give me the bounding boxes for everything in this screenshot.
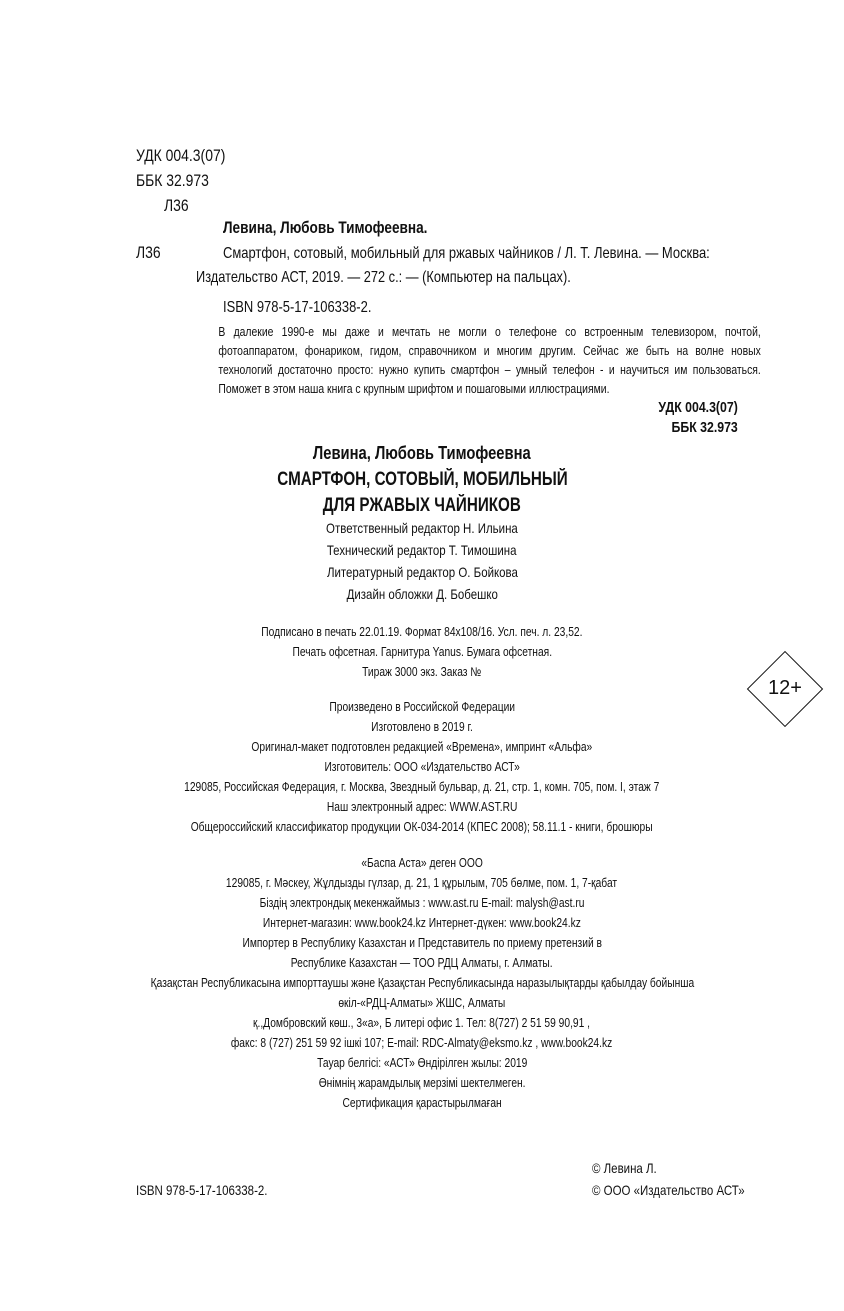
kazakhstan-info-line: Өнімнің жарамдылық мерзімі шектелмеген. bbox=[318, 1076, 526, 1090]
footer-isbn: ISBN 978-5-17-106338-2. bbox=[136, 1182, 268, 1198]
udk-code: УДК 004.3(07) bbox=[136, 146, 226, 165]
production-info-line: Оригинал-макет подготовлен редакцией «Времена», импринт «Альфа» bbox=[251, 740, 593, 754]
abstract-text: В далекие 1990-е мы даже и мечтать не могли о телефоне со встроенным телевизором, почтой, фотоаппаратом, фонариком, гидом, справочником и многим другим. Сейчас же быть на волне новых технологий достаточно просто: нужно купить смартфон – умный телефон - и научиться им пользоваться. Поможет в этом наша книга с крупным шрифтом и пошаговыми иллюстрациями. bbox=[218, 324, 761, 396]
book-title-line-1: СМАРТФОН, СОТОВЫЙ, МОБИЛЬНЫЙ bbox=[276, 469, 568, 490]
abstract-bbk: ББК 32.973 bbox=[671, 419, 738, 436]
kazakhstan-info-line: өкіл-«РДЦ-Алматы» ЖШС, Алматы bbox=[338, 996, 506, 1010]
kazakhstan-info-line: Тауар белгісі: «АСТ» Өндірілген жылы: 2019 bbox=[316, 1056, 528, 1070]
age-rating-label: 12+ bbox=[768, 677, 802, 699]
kazakhstan-info-line: факс: 8 (727) 251 59 92 iшкi 107; E-mail: RDC-Almaty@eksmo.kz , www.book24.kz bbox=[231, 1036, 613, 1050]
production-info-line: Изготовитель: ООО «Издательство АСТ» bbox=[324, 760, 520, 774]
kazakhstan-info-line: «Баспа Аста» деген ООО bbox=[361, 856, 483, 870]
credit-cover-design: Дизайн обложки Д. Бобешко bbox=[346, 586, 498, 602]
production-info-line: Наш электронный адрес: WWW.AST.RU bbox=[326, 800, 518, 814]
bibliographic-author: Левина, Любовь Тимофеевна. bbox=[223, 218, 428, 237]
kazakhstan-info-line: Интернет-магазин: www.book24.kz Интернет-дүкен: www.book24.kz bbox=[263, 916, 581, 930]
production-info-line: Изготовлено в 2019 г. bbox=[371, 720, 473, 734]
print-info-line: Подписано в печать 22.01.19. Формат 84x108/16. Усл. печ. л. 23,52. bbox=[261, 625, 583, 639]
kazakhstan-info-line: Сертификация қарастырылмаған bbox=[342, 1096, 502, 1110]
title-author: Левина, Любовь Тимофеевна bbox=[313, 443, 531, 463]
bibliographic-line-1: Смартфон, сотовый, мобильный для ржавых чайников / Л. Т. Левина. — Москва: bbox=[223, 245, 710, 262]
production-info-line: Общероссийский классификатор продукции ОК-034-2014 (КПЕС 2008); 58.11.1 - книги, брошюры bbox=[191, 820, 653, 834]
kazakhstan-info-line: Біздің электрондық мекенжаймыз : www.ast.ru E-mail: malysh@ast.ru bbox=[259, 896, 585, 910]
author-mark: Л36 bbox=[164, 196, 189, 215]
bibliographic-line-2: Издательство АСТ, 2019. — 272 с.: — (Компьютер на пальцах). bbox=[196, 269, 571, 286]
credit-technical-editor: Технический редактор Т. Тимошина bbox=[327, 542, 517, 558]
print-info-line: Тираж 3000 экз. Заказ № bbox=[362, 665, 482, 679]
book-title-line-2: ДЛЯ РЖАВЫХ ЧАЙНИКОВ bbox=[322, 495, 522, 516]
kazakhstan-info-line: Қазақстан Республикасына импорттаушы және Қазақстан Республикасында наразылықтарды қабылдау бойынша bbox=[150, 976, 694, 990]
copyright-publisher: © ООО «Издательство АСТ» bbox=[592, 1182, 745, 1198]
kazakhstan-info-line: Республике Казахстан — ТОО РДЦ Алматы, г. Алматы. bbox=[291, 956, 553, 970]
kazakhstan-info-line: 129085, г. Мәскеу, Жұлдызды гүлзар, д. 21, 1 құрылым, 705 бөлме, пом. 1, 7-қабат bbox=[226, 876, 618, 890]
bbk-code: ББК 32.973 bbox=[136, 171, 209, 190]
abstract-udk: УДК 004.3(07) bbox=[658, 399, 738, 416]
print-info-line: Печать офсетная. Гарнитура Yanus. Бумага офсетная. bbox=[292, 645, 552, 659]
credit-managing-editor: Ответственный редактор Н. Ильина bbox=[326, 520, 518, 536]
credit-literary-editor: Литературный редактор О. Бойкова bbox=[326, 564, 518, 580]
production-info-line: Произведено в Российской Федерации bbox=[329, 700, 515, 714]
copyright-author: © Левина Л. bbox=[592, 1160, 657, 1176]
bibliographic-isbn: ISBN 978-5-17-106338-2. bbox=[223, 299, 372, 316]
kazakhstan-info-line: қ.,Домбровский көш., 3«а», Б литерi офис 1. Тел: 8(727) 2 51 59 90,91 , bbox=[253, 1016, 591, 1030]
production-info-line: 129085, Российская Федерация, г. Москва, Звездный бульвар, д. 21, стр. 1, комн. 705, пом. I, этаж 7 bbox=[184, 780, 660, 794]
record-code: Л36 bbox=[136, 243, 161, 262]
kazakhstan-info-line: Импортер в Республику Казахстан и Представитель по приему претензий в bbox=[242, 936, 602, 950]
